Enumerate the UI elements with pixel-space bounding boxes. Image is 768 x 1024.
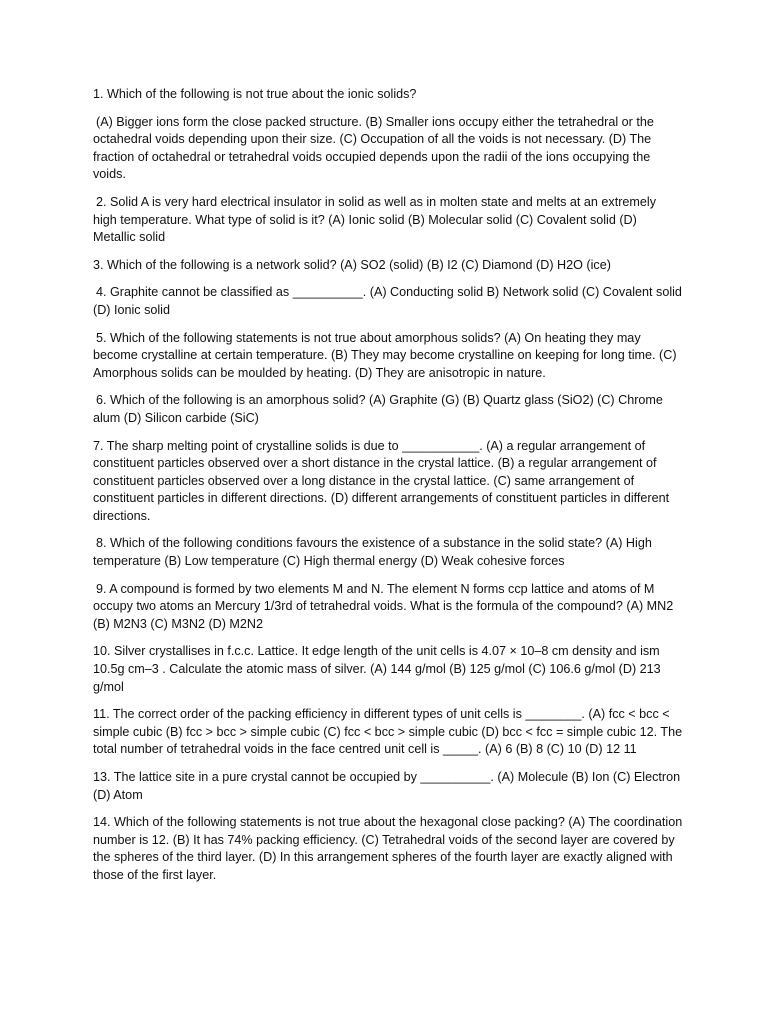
- question-10: 10. Silver crystallises in f.c.c. Lattice. It edge length of the unit cells is 4.07 × 10–8 cm density and ism 10.5g cm–3 . Calculate the atomic mass of silver. (A) 144 g/mol (B) 125 g/mol (C) 106.6 g/mol (D) 213 g/mol: [93, 644, 661, 694]
- question-13: 13. The lattice site in a pure crystal cannot be occupied by __________. (A) Molecule (B) Ion (C) Electron (D) Atom: [93, 770, 681, 802]
- question-8: 8. Which of the following conditions favours the existence of a substance in the solid state? (A) High temperature (B) Low temperature (C) High thermal energy (D) Weak cohesive forces: [93, 536, 652, 569]
- question-4: 4. Graphite cannot be classified as __________. (A) Conducting solid B) Network solid (C) Covalent solid (D) Ionic solid: [93, 285, 682, 317]
- question-1-options: (A) Bigger ions form the close packed structure. (B) Smaller ions occupy either the tetrahedral or the octahedral voids depending upon their size. (C) Occupation of all the voids is not necessary. (D) The fraction of octahedral or tetrahedral voids occupied depends upon the radii of the ions occupying the voids.: [93, 114, 654, 182]
- question-6: 6. Which of the following is an amorphous solid? (A) Graphite (G) (B) Quartz glass (SiO2) (C) Chrome alum (D) Silicon carbide (SiC): [93, 393, 663, 425]
- question-14: 14. Which of the following statements is not true about the hexagonal close packing? (A) The coordination number is 12. (B) It has 74% packing efficiency. (C) Tetrahedral voids of the second layer are covered by the spheres of the third layer. (D) In this arrangement spheres of the fourth layer are exactly aligned with those of the first layer.: [93, 815, 683, 882]
- question-2: 2. Solid A is very hard electrical insulator in solid as well as in molten state and melts at an extremely high temperature. What type of solid is it? (A) Ionic solid (B) Molecular solid (C) Covalent solid (D) Metallic solid: [93, 194, 656, 245]
- question-9: 9. A compound is formed by two elements M and N. The element N forms ccp lattice and atoms of M occupy two atoms an Mercury 1/3rd of tetrahedral voids. What is the formula of the compound? (A) MN2 (B) M2N3 (C) M3N2 (D) M2N2: [93, 581, 674, 631]
- question-3: 3. Which of the following is a network solid? (A) SO2 (solid) (B) I2 (C) Diamond (D) H2O (ice): [93, 257, 611, 272]
- question-5: 5. Which of the following statements is not true about amorphous solids? (A) On heating they may become crystalline at certain temperature. (B) They may become crystalline on keeping for long time. (C) Amorphous solids can be moulded by heating. (D) They are anisotropic in nature.: [93, 330, 677, 380]
- question-1: 1. Which of the following is not true about the ionic solids?: [93, 87, 417, 101]
- document-page: [93, 86, 683, 895]
- question-7: 7. The sharp melting point of crystalline solids is due to ___________. (A) a regular arrangement of constituent particles observed over a short distance in the crystal lattice. (B) a regular arrangement of constituent particles observed over a long distance in the crystal lattice. (C) same arrangement of constituent particles in different directions. (D) different arrangements of constituent particles in different directions.: [93, 438, 670, 523]
- question-11-12: 11. The correct order of the packing efficiency in different types of unit cells is ________. (A) fcc < bcc < simple cubic (B) fcc > bcc > simple cubic (C) fcc < bcc > simple cubic (D) bcc < fcc = simple cubic 12. The total number of tetrahedral voids in the face centred unit cell is _____. (A) 6 (B) 8 (C) 10 (D) 12 11: [93, 707, 683, 757]
